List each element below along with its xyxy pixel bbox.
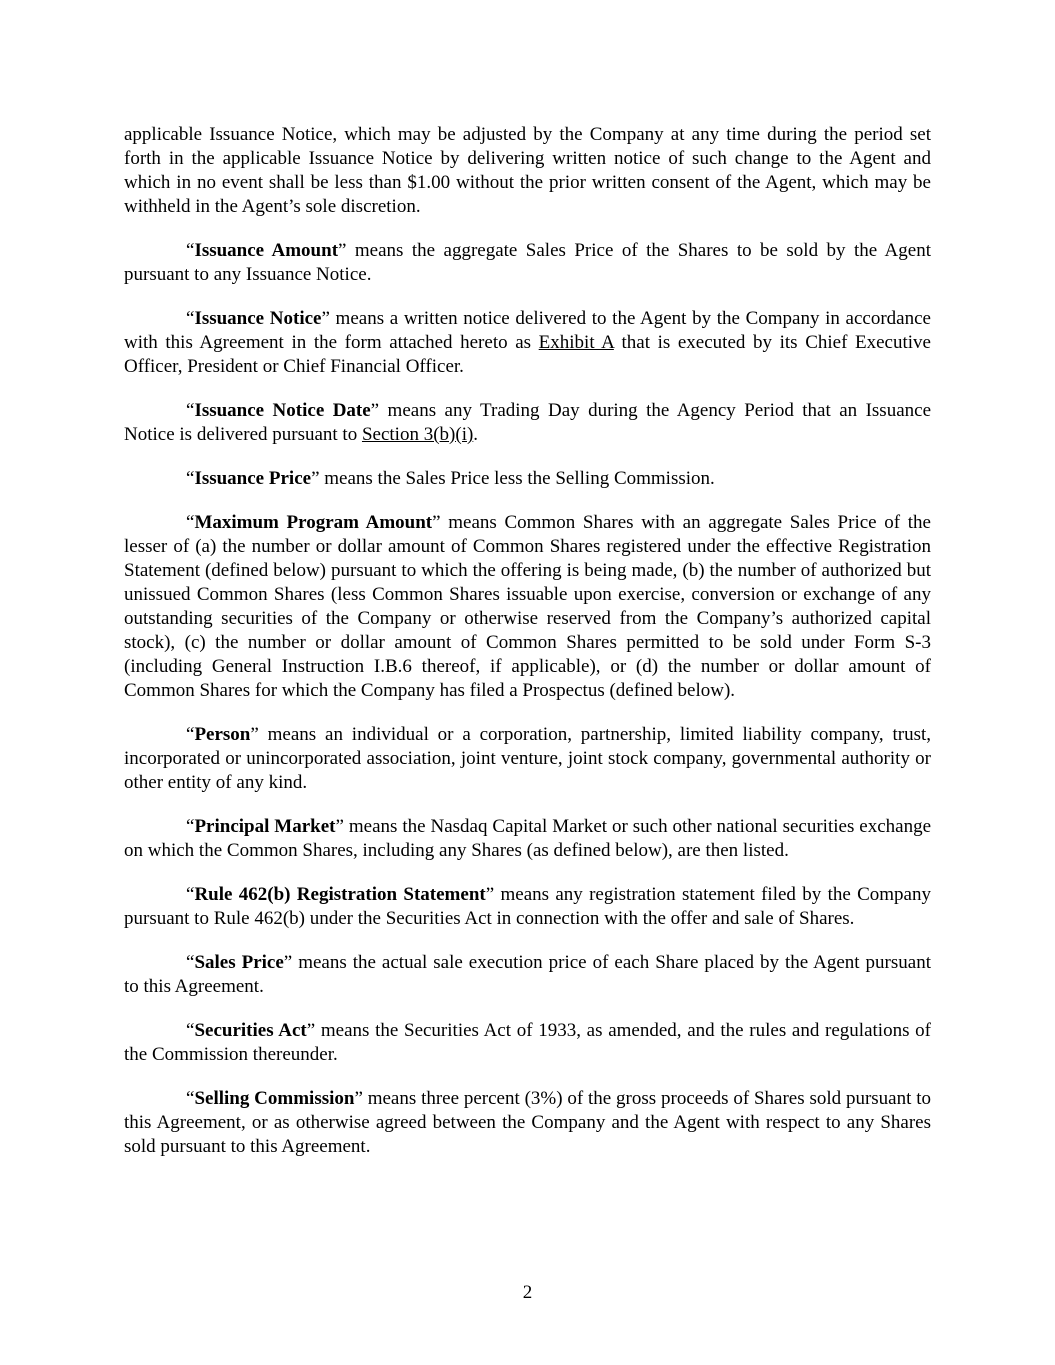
defined-term: Person	[194, 724, 251, 745]
defined-term: Selling Commission	[194, 1088, 355, 1109]
close-quote: ”	[432, 512, 441, 533]
cross-reference-exhibit-a: Exhibit A	[538, 332, 614, 353]
definition-body: means any registration statement filed by the Company pursuant to Rule 462(b) under the Securities Act in connection with the offer and sale of Shares.	[124, 884, 931, 929]
definition-body: means a written notice delivered to the Agent by the Company in accordance with this Agreement in the form attached hereto as	[124, 308, 931, 353]
page-number: 2	[522, 1282, 533, 1303]
defined-term: Rule 462(b) Registration Statement	[194, 884, 486, 905]
open-quote: “	[186, 400, 195, 421]
definition-body: means Common Shares with an aggregate Sales Price of the lesser of (a) the number or dollar amount of Common Shares registered under the effective Registration Statement (defined below) pursuant to which the offering is being made, (b) the number of authorized but unissued Common Shares (less Common Shares issuable upon exercise, conversion or exchange of any outstanding securities of the Company or otherwise reserved from the Company’s authorized capital stock), (c) the number or dollar amount of Common Shares permitted to be sold under Form S-3 (including General Instruction I.B.6 thereof, if applicable), or (d) the number or dollar amount of Common Shares for which the Company has filed a Prospectus (defined below).	[124, 512, 931, 701]
definition-issuance-price	[124, 467, 931, 491]
definition-body: means the Sales Price less the Selling Commission.	[319, 468, 715, 489]
close-quote: ”	[335, 816, 344, 837]
definition-issuance-notice	[124, 307, 931, 379]
defined-term: Issuance Price	[194, 468, 312, 489]
defined-term: Maximum Program Amount	[194, 512, 433, 533]
cross-reference-section-3bi: Section 3(b)(i)	[361, 424, 474, 445]
defined-term: Sales Price	[194, 952, 284, 973]
definition-body: means any Trading Day during the Agency Period that an Issuance Notice is delivered pursuant to	[124, 400, 931, 445]
continuation-paragraph	[124, 123, 931, 219]
definition-body: means an individual or a corporation, partnership, limited liability company, trust, incorporated or unincorporated association, joint venture, joint stock company, governmental authority or other entity of any kind.	[124, 724, 931, 793]
definition-principal-market	[124, 815, 931, 863]
definition-body: means the aggregate Sales Price of the Shares to be sold by the Agent pursuant to any Issuance Notice.	[124, 240, 931, 285]
open-quote: “	[186, 468, 195, 489]
continuation-text: applicable Issuance Notice, which may be adjusted by the Company at any time during the period set forth in the applicable Issuance Notice by delivering written notice of such change to the Agent and which in no event shall be less than $1.00 without the prior written consent of the Agent, which may be withheld in the Agent’s sole discretion.	[124, 124, 931, 217]
definition-body: .	[473, 424, 479, 445]
defined-term: Principal Market	[194, 816, 336, 837]
close-quote: ”	[311, 468, 320, 489]
definition-issuance-amount	[124, 239, 931, 287]
close-quote: ”	[485, 884, 495, 905]
definition-maximum-program-amount	[124, 511, 931, 703]
open-quote: “	[186, 884, 195, 905]
open-quote: “	[186, 1088, 195, 1109]
open-quote: “	[186, 240, 195, 261]
open-quote: “	[186, 816, 195, 837]
definition-issuance-notice-date	[124, 399, 931, 447]
close-quote: ”	[321, 308, 330, 329]
close-quote: ”	[354, 1088, 363, 1109]
definition-sales-price	[124, 951, 931, 999]
definition-person	[124, 723, 931, 795]
definition-body: means the actual sale execution price of each Share placed by the Agent pursuant to this Agreement.	[124, 952, 931, 997]
close-quote: ”	[338, 240, 347, 261]
defined-term: Issuance Notice	[194, 308, 322, 329]
definition-body: that is executed by its Chief Executive Officer, President or Chief Financial Officer.	[124, 332, 931, 377]
document-page	[124, 123, 931, 1179]
close-quote: ”	[306, 1020, 316, 1041]
open-quote: “	[186, 724, 195, 745]
defined-term: Securities Act	[194, 1020, 307, 1041]
open-quote: “	[186, 1020, 195, 1041]
definition-securities-act	[124, 1019, 931, 1067]
defined-term: Issuance Amount	[194, 240, 339, 261]
close-quote: ”	[283, 952, 293, 973]
close-quote: ”	[370, 400, 380, 421]
open-quote: “	[186, 512, 195, 533]
definition-body: means the Securities Act of 1933, as amended, and the rules and regulations of the Commission thereunder.	[124, 1020, 931, 1065]
definition-body: means the Nasdaq Capital Market or such other national securities exchange on which the Common Shares, including any Shares (as defined below), are then listed.	[124, 816, 932, 861]
open-quote: “	[186, 308, 195, 329]
open-quote: “	[186, 952, 195, 973]
definition-body: means three percent (3%) of the gross proceeds of Shares sold pursuant to this Agreement, or as otherwise agreed between the Company and the Agent with respect to any Shares sold pursuant to this Agreement.	[124, 1088, 931, 1157]
definition-selling-commission	[124, 1087, 931, 1159]
definition-rule-462b-registration-statement	[124, 883, 931, 931]
defined-term: Issuance Notice Date	[194, 400, 371, 421]
close-quote: ”	[250, 724, 259, 745]
